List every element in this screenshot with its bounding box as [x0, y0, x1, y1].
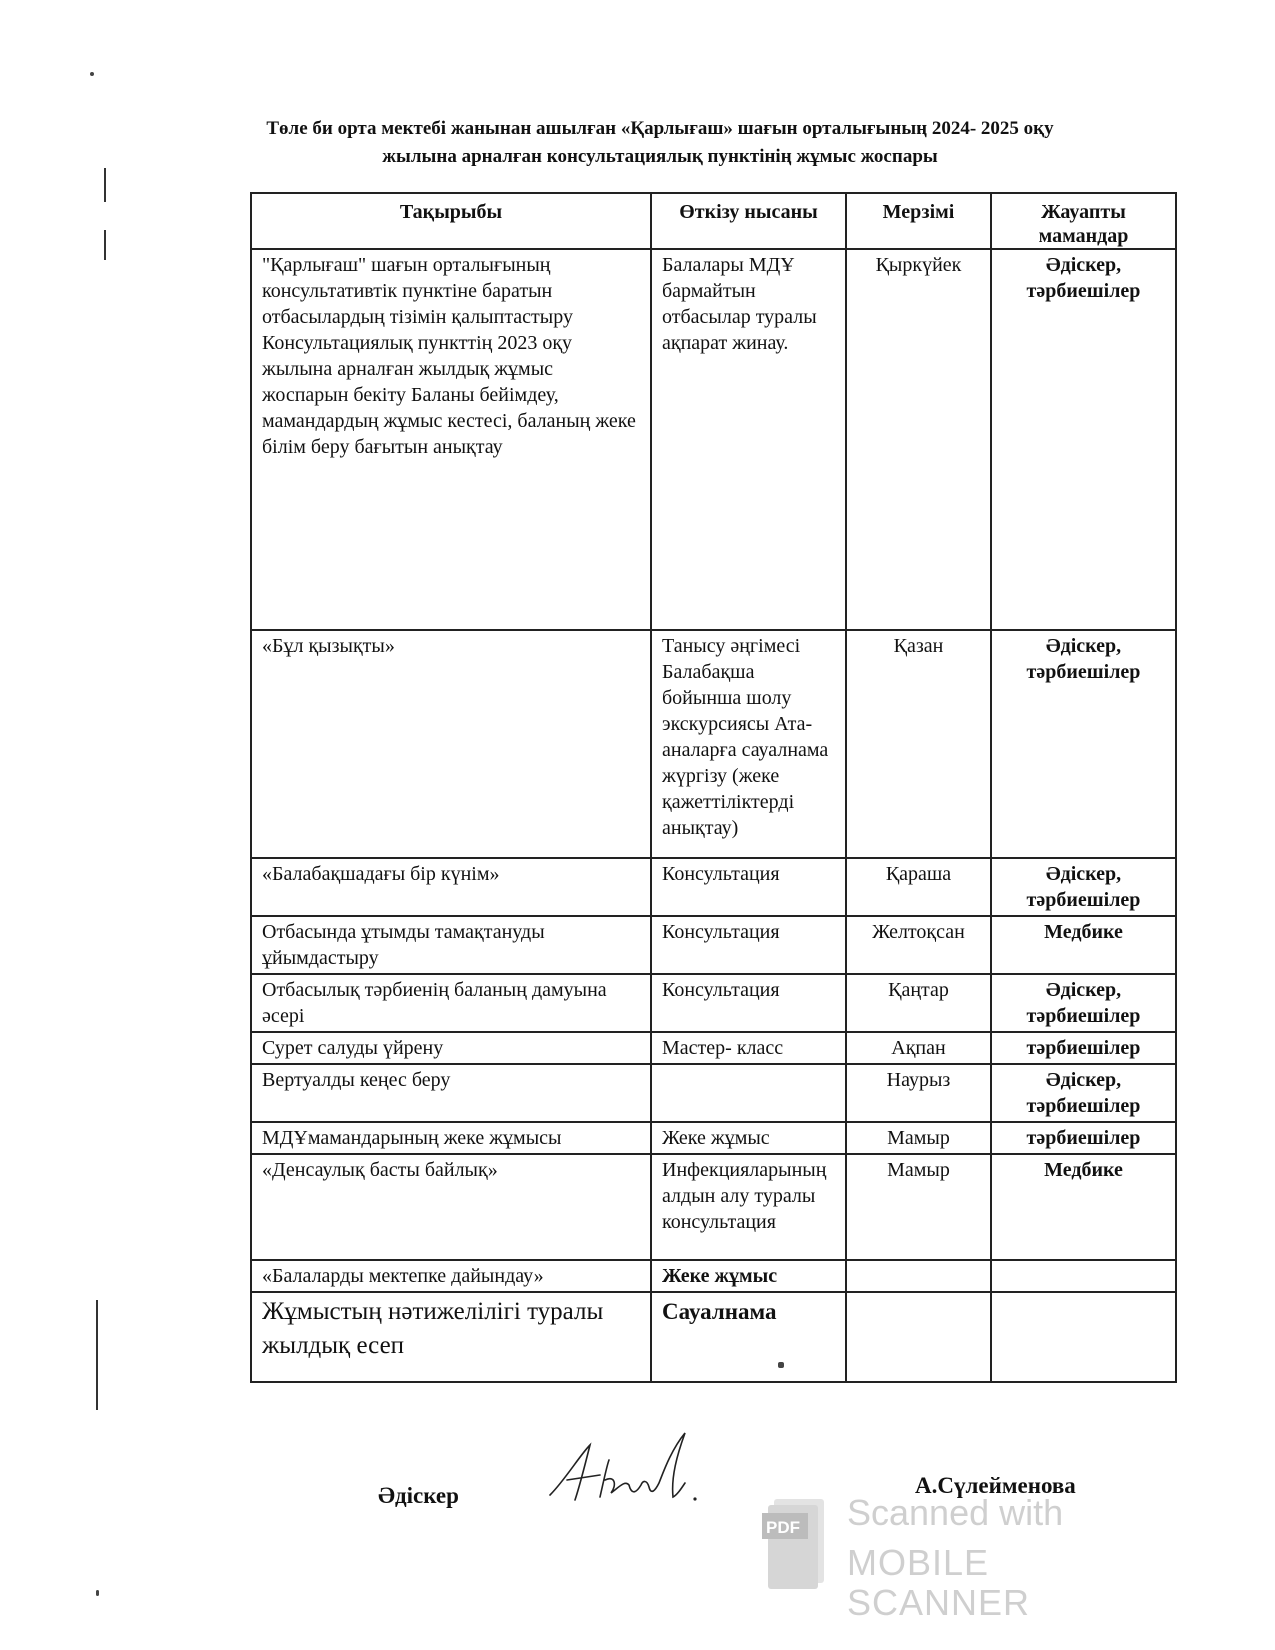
- cell-responsible: [991, 1260, 1176, 1292]
- cell-form: Мастер- класс: [651, 1032, 846, 1064]
- cell-form: Танысу әңгімесі Балабақша бойынша шолу экскурсиясы Ата-аналарға сауалнама жүргізу (жеке қажеттіліктерді анықтау): [651, 630, 846, 858]
- cell-topic: Вертуалды кеңес беру: [251, 1064, 651, 1122]
- table-row: [251, 1260, 1176, 1292]
- cell-responsible: Медбике: [991, 1154, 1176, 1260]
- cell-form: [651, 1064, 846, 1122]
- cell-topic: Жұмыстың нәтижелілігі туралы жылдық есеп: [251, 1292, 651, 1382]
- cell-form: Консультация: [651, 916, 846, 974]
- cell-topic: «Денсаулық басты байлық»: [251, 1154, 651, 1260]
- work-plan-table: [250, 192, 1177, 1383]
- cell-form: Балалары МДҰ бармайтын отбасылар туралы ақпарат жинау.: [651, 249, 846, 630]
- cell-responsible: Медбике: [991, 916, 1176, 974]
- cell-topic: «Балаларды мектепке дайындау»: [251, 1260, 651, 1292]
- watermark-line-2: MOBILE SCANNER: [847, 1542, 1031, 1623]
- scan-speck: [90, 72, 94, 76]
- watermark-line-1: Scanned with: [847, 1492, 1064, 1533]
- table-row: [251, 1032, 1176, 1064]
- cell-date: Мамыр: [846, 1122, 991, 1154]
- cell-responsible: Әдіскер, тәрбиешілер: [991, 974, 1176, 1032]
- table-row: [251, 916, 1176, 974]
- cell-topic: Отбасында ұтымды тамақтануды ұйымдастыру: [251, 916, 651, 974]
- cell-form: Консультация: [651, 858, 846, 916]
- cell-responsible: Әдіскер, тәрбиешілер: [991, 858, 1176, 916]
- handwritten-signature: [545, 1425, 715, 1520]
- signatory-name: А.Сүлейменова: [915, 1473, 1076, 1498]
- cell-form: Сауалнама: [651, 1292, 846, 1382]
- cell-date: Ақпан: [846, 1032, 991, 1064]
- scan-speck: [96, 1590, 99, 1596]
- cell-form: Жеке жұмыс: [651, 1260, 846, 1292]
- cell-responsible: Әдіскер, тәрбиешілер: [991, 249, 1176, 630]
- cell-responsible: Әдіскер, тәрбиешілер: [991, 630, 1176, 858]
- cell-date: Қыркүйек: [846, 249, 991, 630]
- cell-form: Консультация: [651, 974, 846, 1032]
- header-responsible: Жауапты мамандар: [991, 193, 1176, 249]
- title-line-1: Төле би орта мектебі жанынан ашылған «Қарлығаш» шағын орталығының 2024- 2025 оқу: [266, 118, 1054, 139]
- header-form: Өткізу нысаны: [651, 193, 846, 249]
- table-row: [251, 1064, 1176, 1122]
- cell-date: Наурыз: [846, 1064, 991, 1122]
- cell-date: [846, 1260, 991, 1292]
- table-row: [251, 630, 1176, 858]
- cell-responsible: Әдіскер, тәрбиешілер: [991, 1064, 1176, 1122]
- table-row: [251, 974, 1176, 1032]
- scanner-watermark: [762, 1492, 1162, 1623]
- signature-role: Әдіскер: [378, 1483, 459, 1508]
- table-header-row: [251, 193, 1176, 249]
- cell-date: Желтоқсан: [846, 916, 991, 974]
- cell-responsible: тәрбиешілер: [991, 1032, 1176, 1064]
- scan-margin-mark: [104, 168, 106, 202]
- pdf-file-icon: [762, 1493, 832, 1598]
- pdf-icon-label: PDF: [766, 1518, 800, 1537]
- cell-form: Инфекцияларының алдын алу туралы консультация: [651, 1154, 846, 1260]
- table-row: [251, 1154, 1176, 1260]
- cell-topic: «Бұл қызықты»: [251, 630, 651, 858]
- header-date: Мерзімі: [846, 193, 991, 249]
- cell-form: Жеке жұмыс: [651, 1122, 846, 1154]
- cell-date: Мамыр: [846, 1154, 991, 1260]
- cell-topic: «Балабақшадағы бір күнім»: [251, 858, 651, 916]
- table-row: [251, 1122, 1176, 1154]
- cell-date: Қаңтар: [846, 974, 991, 1032]
- title-line-2: жылына арналған консультациялық пунктінің жұмыс жоспары: [382, 146, 938, 167]
- table-row: [251, 249, 1176, 630]
- cell-date: Қазан: [846, 630, 991, 858]
- scan-margin-mark: [104, 230, 106, 260]
- table-row: [251, 858, 1176, 916]
- scan-margin-mark: [96, 1300, 98, 1410]
- scan-speck: [778, 1362, 784, 1368]
- cell-date: Қараша: [846, 858, 991, 916]
- cell-topic: МДҰмамандарының жеке жұмысы: [251, 1122, 651, 1154]
- header-topic: Тақырыбы: [251, 193, 651, 249]
- table-row: [251, 1292, 1176, 1382]
- cell-responsible: [991, 1292, 1176, 1382]
- cell-topic: "Қарлығаш" шағын орталығының консультативтік пунктіне баратын отбасылардың тізімін қалыптастыру Консультациялық пункттің 2023 оқу жылына арналған жылдық жұмыс жоспарын бекіту Баланы бейімдеу, мамандардың жұмыс кестесі, баланың жеке білім беру бағытын анықтау: [251, 249, 651, 630]
- cell-date: [846, 1292, 991, 1382]
- cell-responsible: тәрбиешілер: [991, 1122, 1176, 1154]
- cell-topic: Сурет салуды үйрену: [251, 1032, 651, 1064]
- cell-topic: Отбасылық тәрбиенің баланың дамуына әсері: [251, 974, 651, 1032]
